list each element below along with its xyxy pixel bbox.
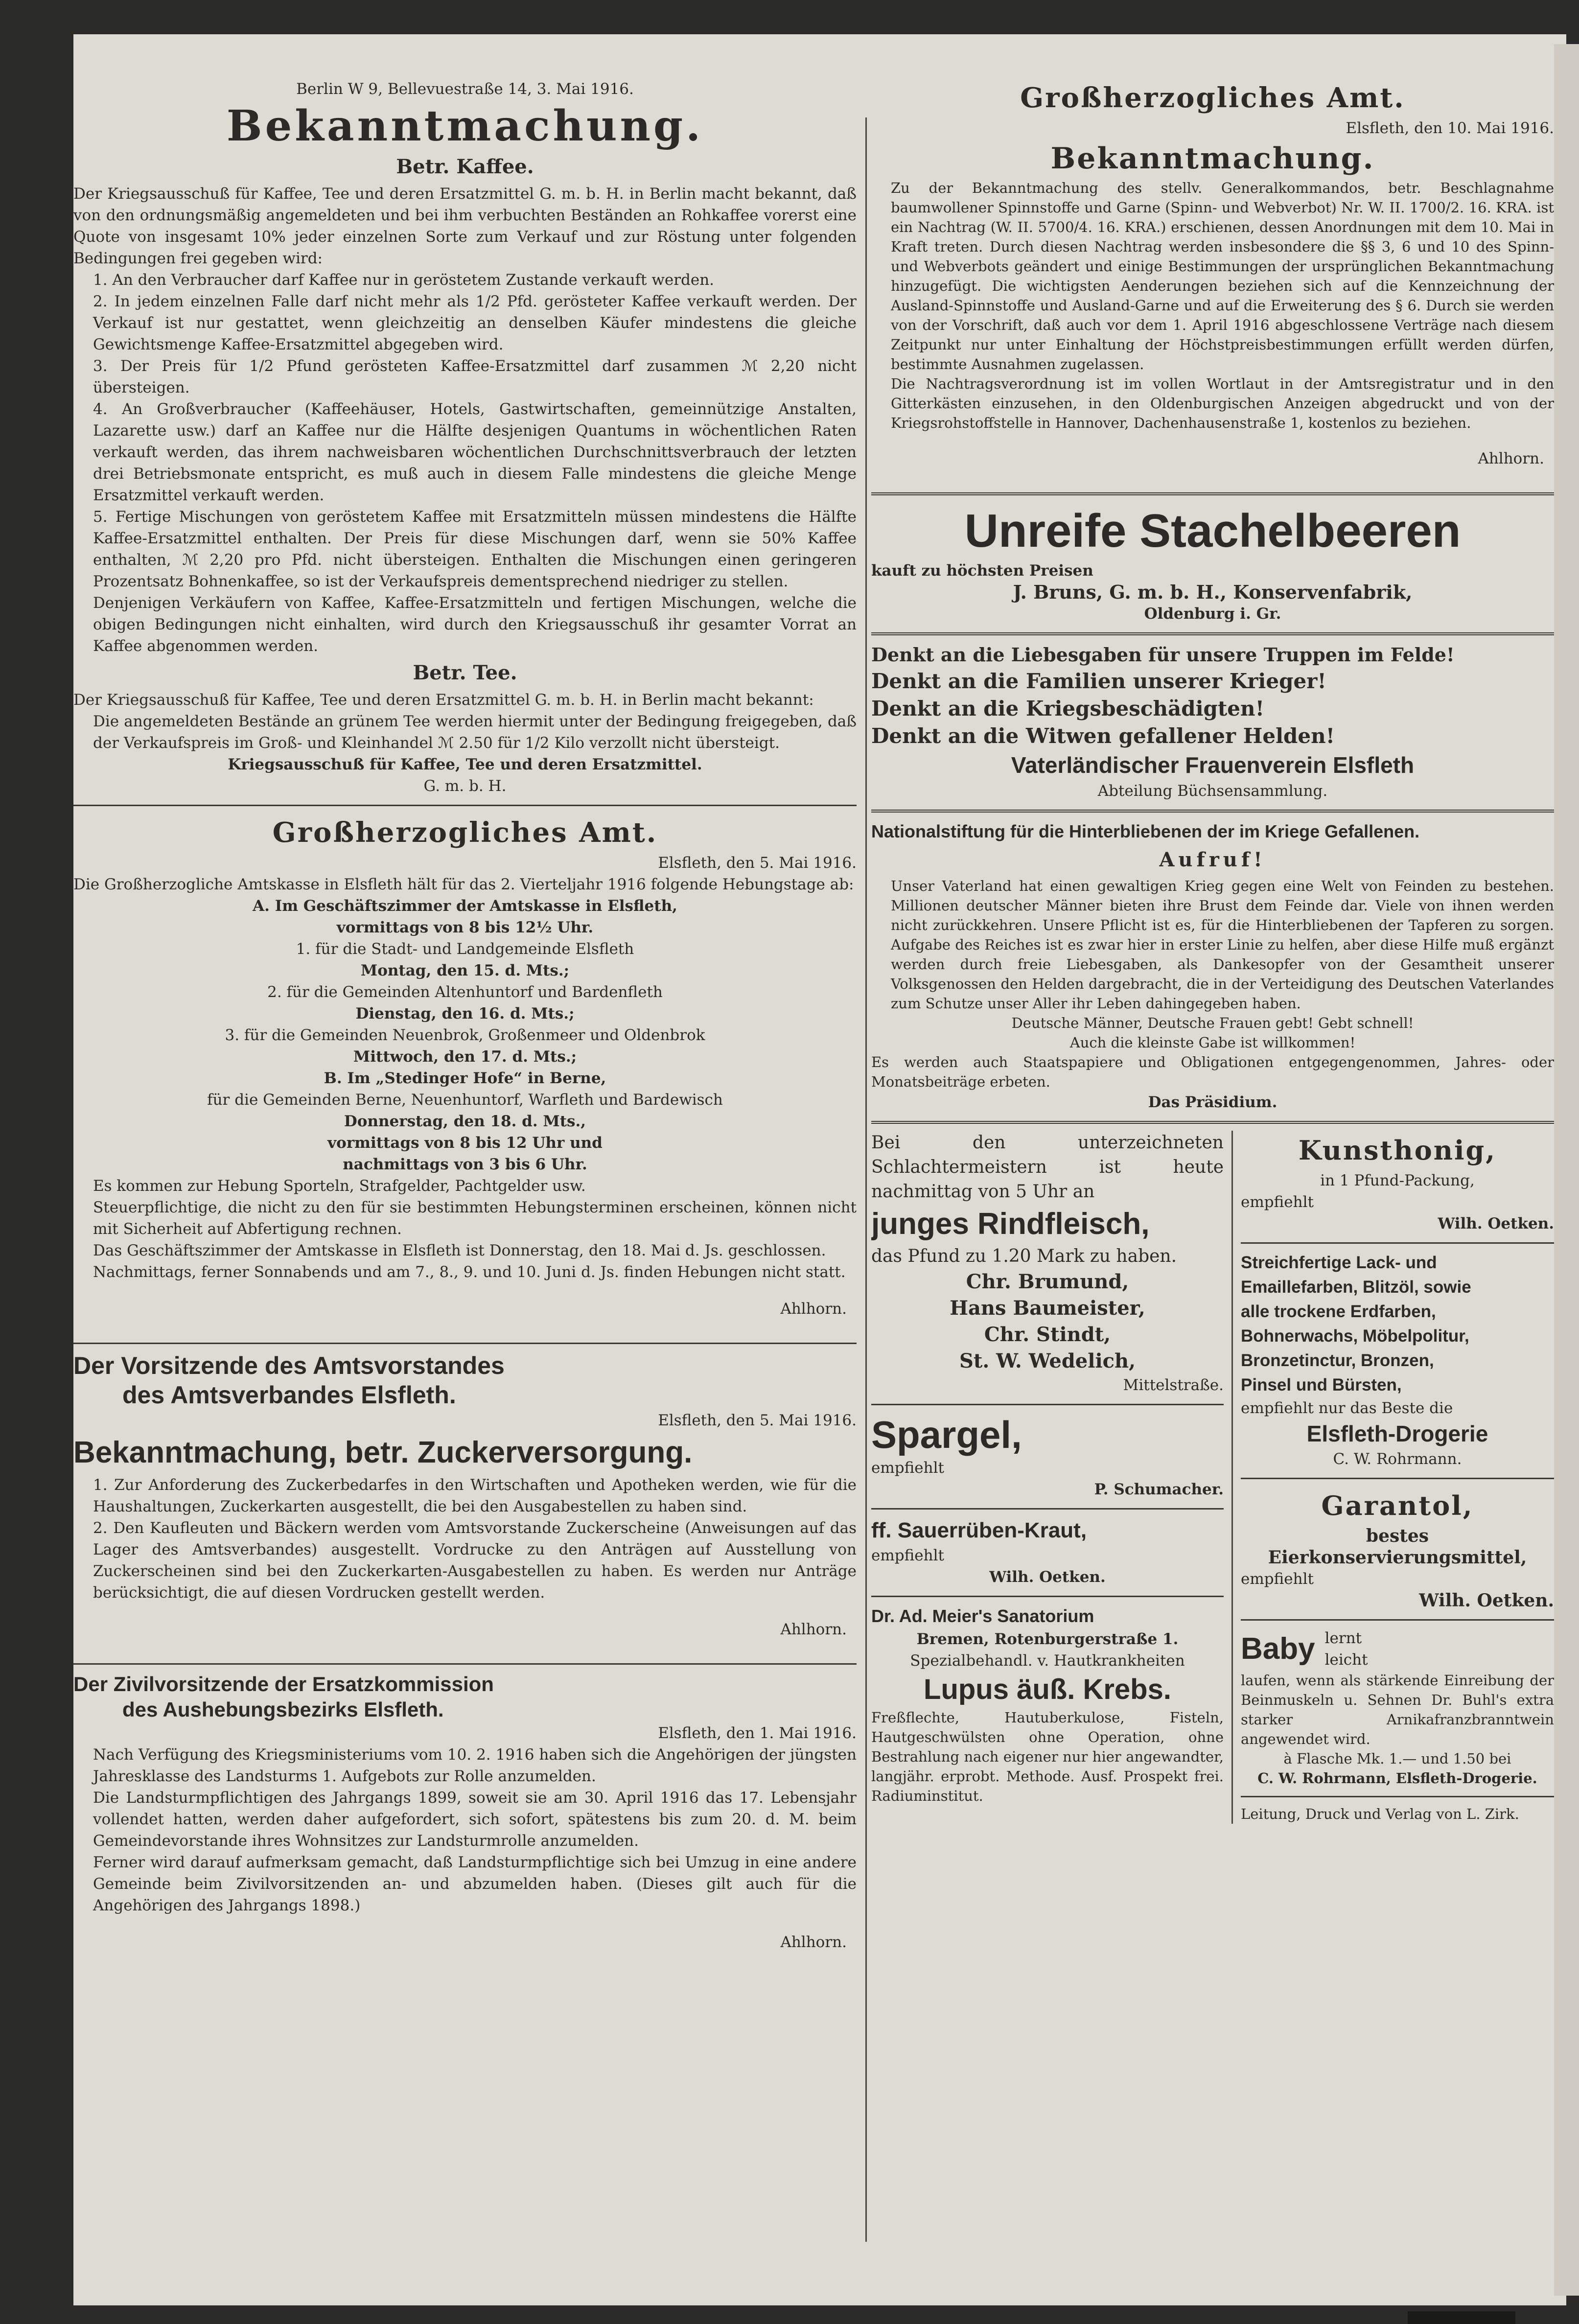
ad-seller: Wilh. Oetken.: [1438, 1215, 1554, 1232]
ad-line: empfiehlt nur das Beste die: [1241, 1399, 1453, 1417]
paragraph: Nach Verfügung des Kriegsministeriums vom 10. 2. 1916 haben sich die Angehörigen der jüngsten Jahresklasse des Landsturms 1. Aufgebots zur Rolle anzumelden.: [93, 1746, 857, 1785]
nationalstiftung-ad: [871, 819, 1554, 1113]
ad-line: empfiehlt: [871, 1459, 944, 1477]
adjacent-page-edge: [1554, 44, 1579, 2296]
list-item: 1. An den Verbraucher darf Kaffee nur in geröstetem Zustande verkauft werden.: [93, 271, 715, 289]
ad-line: empfiehlt: [1241, 1193, 1314, 1211]
amtskasse-notice: [73, 813, 857, 1335]
butcher-name: Hans Baumeister,: [950, 1297, 1145, 1320]
divider: [871, 492, 1554, 495]
subtitle: Betr. Tee.: [413, 661, 517, 684]
ad-price: das Pfund zu 1.20 Mark zu haben.: [871, 1246, 1177, 1266]
kaffee-notice: [73, 78, 857, 797]
ad-line: empfiehlt: [1241, 1570, 1314, 1588]
list-item: 1. für die Stadt- und Landgemeinde Elsfleth: [296, 940, 634, 958]
divider: [871, 632, 1554, 635]
ad-line: lernt: [1324, 1629, 1362, 1647]
divider: [871, 1596, 1224, 1597]
appeal-line: Denkt an die Witwen gefallener Helden!: [871, 724, 1335, 748]
list-item: 2. für die Gemeinden Altenhuntorf und Bardenfleth: [267, 983, 663, 1001]
list-item: 3. Der Preis für 1/2 Pfund gerösteten Kaffee-Ersatzmittel darf zusammen ℳ 2,20 nicht übersteigen.: [93, 357, 857, 396]
landsturm-notice: [73, 1672, 857, 1968]
divider: [871, 1404, 1224, 1405]
drogerie-ad: [1241, 1251, 1554, 1470]
signature: Ahlhorn.: [1478, 450, 1544, 467]
ad-line: Bei den unterzeichneten Schlachtermeistern ist heute nachmittag von 5 Uhr an: [871, 1133, 1224, 1202]
signature: G. m. b. H.: [423, 777, 507, 795]
ad-seller: C. W. Rohrmann, Elsfleth-Drogerie.: [1257, 1770, 1537, 1787]
frauenverein-ad: [871, 642, 1554, 802]
notice-title: Großherzogliches Amt.: [272, 816, 658, 849]
divider: [871, 1121, 1554, 1124]
list-date: vormittags von 8 bis 12 Uhr und: [327, 1134, 603, 1152]
list-date: Dienstag, den 16. d. Mts.;: [355, 1005, 575, 1023]
dateline: Elsfleth, den 10. Mai 1916.: [1346, 119, 1554, 137]
paragraph: Das Geschäftszimmer der Amtskasse in Elsfleth ist Donnerstag, den 18. Mai d. Js. geschlossen.: [93, 1242, 826, 1259]
ad-title: Nationalstiftung für die Hinterbliebenen der im Kriege Gefallenen.: [871, 821, 1420, 841]
paragraph: Der Kriegsausschuß für Kaffee, Tee und deren Ersatzmittel G. m. b. H. in Berlin macht bekannt, daß von den ordnungsmäßig angemeldeten und bei ihm verbuchten Beständen an Rohkaffee vorerst eine Quote von insgesamt 10% jeder einzelnen Sorte zum Verkauf und zur Röstung unter folgenden Bedingungen frei gegeben wird:: [73, 185, 857, 267]
ad-line: Spezialbehandl. v. Hautkrankheiten: [910, 1652, 1185, 1670]
list-item: 5. Fertige Mischungen von geröstetem Kaffee mit Ersatzmitteln müssen mindestens die Hälfte Kaffee-Ersatzmittel enthalten. Der Preis für diese Mischungen darf, wenn sie 50% Kaffee enthalten, ℳ 2,20 pro Pfd. nicht übersteigen. Enthalten die Mischungen einen geringeren Prozentsatz Bohnenkaffee, so ist der Verkaufspreis dementsprechend niedriger zu stellen.: [93, 508, 857, 590]
kunsthonig-ad: [1241, 1131, 1554, 1234]
org-name: Vaterländischer Frauenverein Elsfleth: [1011, 752, 1415, 778]
paragraph: Nachmittags, ferner Sonnabends und am 7., 8., 9. und 10. Juni d. Js. finden Hebungen nicht statt.: [93, 1263, 846, 1281]
divider: [1241, 1619, 1554, 1621]
paragraph: 1. Zur Anforderung des Zuckerbedarfes in den Wirtschaften und Apotheken werden, wie für die Haushaltungen, Zuckerkarten ausgestellt, die bei den Ausgabestellen zu haben sind.: [93, 1476, 857, 1515]
appeal-line: Denkt an die Kriegsbeschädigten!: [871, 697, 1265, 720]
divider: [871, 1508, 1224, 1510]
ad-seller: P. Schumacher.: [1094, 1481, 1224, 1498]
sauerrueben-ad: [871, 1516, 1224, 1588]
paragraph: Die Landsturmpflichtigen des Jahrgangs 1899, soweit sie am 30. April 1916 das 17. Lebensjahr vollendet hatten, werden daher aufgefordert, sich sofort, spätestens bis zum 20. d. M. beim Gemeindevorstande ihres Wohnsitzes zur Landsturmrolle anzumelden.: [93, 1789, 857, 1850]
butcher-street: Mittelstraße.: [1123, 1376, 1224, 1394]
ad-line: Bohnerwachs, Möbelpolitur,: [1241, 1326, 1469, 1346]
list-item: 2. In jedem einzelnen Falle darf nicht mehr als 1/2 Pfd. gerösteter Kaffee verkauft werden. Der Verkauf ist nur gestattet, wenn gleichzeitig an denselben Käufer mindestens die gleiche Gewichtsmenge Kaffee-Ersatzmittel abgegeben wird.: [93, 293, 857, 353]
divider: [73, 805, 857, 806]
ad-line: Bremen, Rotenburgerstraße 1.: [916, 1630, 1179, 1648]
divider: [1241, 1478, 1554, 1479]
ad-owner: C. W. Rohrmann.: [1333, 1450, 1462, 1468]
paragraph: laufen, wenn als stärkende Einreibung der Beinmuskeln u. Sehnen Dr. Buhl's extra starker Arnikafranzbranntwein angewendet wird.: [1241, 1672, 1554, 1747]
ad-line: Streichfertige Lack- und: [1241, 1253, 1437, 1272]
paragraph: Es werden auch Staatspapiere und Obligationen entgegengenommen, Jahres- oder Monatsbeiträge erbeten.: [871, 1054, 1554, 1090]
appeal-line: Denkt an die Liebesgaben für unsere Truppen im Felde!: [871, 644, 1455, 666]
list-date: Montag, den 15. d. Mts.;: [360, 962, 570, 979]
paragraph: Freßflechte, Hautuberkulose, Fisteln, Hautgeschwülsten ohne Operation, ohne Bestrahlung nach eigener nur hier angewandter, langjähr. erprobt. Methode. Ausf. Prospekt frei. Radiuminstitut.: [871, 1709, 1224, 1804]
zucker-notice: [73, 1351, 857, 1655]
baby-header: [1241, 1627, 1554, 1671]
section-head: B. Im „Stedinger Hofe“ in Berne,: [324, 1069, 606, 1087]
ad-city: Oldenburg i. Gr.: [1144, 605, 1281, 623]
ad-seller: Wilh. Oetken.: [1419, 1590, 1554, 1611]
ad-line: leicht: [1324, 1651, 1368, 1669]
ad-title: Garantol,: [1321, 1490, 1474, 1521]
spargel-ad: [871, 1412, 1224, 1500]
signature: Das Präsidium.: [1148, 1093, 1277, 1111]
authority-title: des Amtsverbandes Elsfleth.: [122, 1381, 456, 1409]
list-item: für die Gemeinden Berne, Neuenhuntorf, Warfleth und Bardewisch: [207, 1091, 723, 1109]
authority-title: Der Vorsitzende des Amtsvorstandes: [73, 1352, 505, 1379]
paragraph: Unser Vaterland hat einen gewaltigen Krieg gegen eine Welt von Feinden zu bestehen. Millionen deutscher Männer bieten ihre Brust dem Feinde dar. Viele von ihnen werden nicht zurückkehren. Unsere Pflicht ist es, für die Hinterbliebenen der Tapferen zu sorgen. Aufgabe des Reiches ist es zwar hier in erster Linie zu helfen, aber diese Hilfe muß ergänzt werden durch freie Liebesgaben, als Dankesopfer von der Gesamtheit unserer Volksgenossen den Helden dargebracht, die in der Verteidigung des Deutschen Vaterlandes zum Schutze unser Aller ihr Leben dahingegeben haben.: [891, 878, 1554, 1012]
list-item: 4. An Großverbraucher (Kaffeehäuser, Hotels, Gastwirtschaften, gemeinnützige Anstalten, Lazarette usw.) darf an Kaffee nur die Hälfte desjenigen Quantums in wöchentlichen Raten verkauft werden, das ihrem nachweisbaren wöchentlichen Durchschnittsverbrauch der letzten drei Betriebsmonate entspricht, es muß auch in diesem Falle mindestens die gleiche Menge Ersatzmittel verkauft werden.: [93, 400, 857, 504]
paragraph: Der Kriegsausschuß für Kaffee, Tee und deren Ersatzmittel G. m. b. H. in Berlin macht bekannt:: [73, 691, 814, 709]
paragraph: Auch die kleinste Gabe ist willkommen!: [1069, 1034, 1356, 1051]
column-rule: [865, 117, 867, 2242]
paragraph: Die Großherzogliche Amtskasse in Elsfleth hält für das 2. Vierteljahr 1916 folgende Hebungstage ab:: [73, 876, 854, 893]
ad-price: à Flasche Mk. 1.— und 1.50 bei: [1283, 1750, 1511, 1767]
paragraph: Zu der Bekanntmachung des stellv. Generalkommandos, betr. Beschlagnahme baumwollener Spinnstoffe und Garne (Spinn- und Webverbot) Nr. W. II. 1700/2. 16. KRA. ist ein Nachtrag (W. II. 5700/4. 16. KRA.) erschienen, dessen Anordnungen mit dem 10. Mai in Kraft treten. Durch diesen Nachtrag werden insbesondere die §§ 3, 6 und 10 des Spinn- und Webverbots geändert und einige Bestimmungen der ursprünglichen Bekanntmachung hinzugefügt. Die wichtigsten Aenderungen beziehen sich auf die Kennzeichnung der Ausland-Spinnstoffe und Ausland-Garne und auf die Erweiterung des § 6. Durch sie werden von der Vorschrift, daß auch vor dem 1. April 1916 abgeschlossene Verträge nach diesem Zeitpunkt nur unter Einhaltung der Höchstpreisbestimmungen erfüllt werden dürfen, bestimmte Ausnahmen zugelassen.: [891, 180, 1554, 372]
ad-title: Baby: [1241, 1632, 1315, 1666]
butcher-name: St. W. Wedelich,: [959, 1349, 1136, 1372]
garantol-ad: [1241, 1486, 1554, 1611]
notice-title: Großherzogliches Amt.: [1020, 82, 1405, 114]
list-date: Donnerstag, den 18. d. Mts.,: [344, 1113, 586, 1130]
spinnstoff-notice: [871, 78, 1554, 485]
paragraph: Denjenigen Verkäufern von Kaffee, Kaffee-Ersatzmitteln und fertigen Mischungen, welche die obigen Bedingungen nicht einhalten, wird durch den Kriegsausschuß ihr gesamter Vorrat an Kaffee abgenommen werden.: [93, 594, 857, 655]
ad-title: Kunsthonig,: [1298, 1135, 1497, 1166]
ad-line: bestes Eierkonservierungsmittel,: [1268, 1526, 1527, 1568]
subtitle: Betr. Kaffee.: [396, 155, 534, 178]
divider: [871, 810, 1554, 813]
list-date: nachmittags von 3 bis 6 Uhr.: [343, 1156, 587, 1173]
dateline: Elsfleth, den 5. Mai 1916.: [658, 1412, 857, 1429]
ad-seller: Elsfleth-Drogerie: [1306, 1421, 1488, 1446]
ads-right: [1233, 1131, 1554, 1824]
ad-title: ff. Sauerrüben-Kraut,: [871, 1518, 1087, 1542]
notice-headline: Bekanntmachung, betr. Zuckerversorgung.: [73, 1436, 693, 1469]
right-column: [871, 78, 1554, 2266]
authority-title: Der Zivilvorsitzende der Ersatzkommission: [73, 1673, 494, 1696]
ad-line: empfiehlt: [871, 1547, 944, 1564]
divider: [1241, 1796, 1554, 1797]
paragraph: Die angemeldeten Bestände an grünem Tee werden hiermit unter der Bedingung freigegeben, daß der Verkaufspreis im Groß- und Kleinhandel ℳ 2.50 für 1/2 Kilo verzollt nicht übersteigt.: [93, 713, 857, 752]
signature: Ahlhorn.: [780, 1621, 847, 1638]
dateline: Elsfleth, den 5. Mai 1916.: [658, 854, 857, 872]
sanatorium-ad: [871, 1604, 1224, 1806]
paragraph: 2. Den Kaufleuten und Bäckern werden vom Amtsvorstande Zuckerscheine (Anweisungen auf das Lager des Amtsverbandes) ausgestellt. Vordrucke zu den Anträgen auf Ausstellung von Zuckerscheinen sind bei den Zuckerkarten-Ausgabestellen zu haben. Es werden nur Anträge berücksichtigt, die auf diesen Vordrucken gestellt werden.: [93, 1519, 857, 1602]
appeal-line: Denkt an die Familien unserer Krieger!: [871, 669, 1326, 693]
butcher-name: Chr. Brumund,: [966, 1270, 1129, 1293]
paragraph: Ferner wird darauf aufmerksam gemacht, daß Landsturmpflichtige sich bei Umzug in eine andere Gemeinde beim Zivilvorsitzenden an- und abzumelden haben. (Dieses gilt auch für die Angehörigen des Jahrgangs 1898.): [93, 1854, 857, 1914]
paragraph: Steuerpflichtige, die nicht zu den für sie bestimmten Hebungsterminen erscheinen, können nicht mit Sicherheit auf Abfertigung rechnen.: [93, 1199, 857, 1238]
list-item: 3. für die Gemeinden Neuenbrok, Großenmeer und Oldenbrok: [225, 1026, 705, 1044]
section-time: vormittags von 8 bis 12½ Uhr.: [336, 919, 594, 936]
ad-line: kauft zu höchsten Preisen: [871, 562, 1093, 580]
aufruf-heading: Aufruf!: [1159, 848, 1266, 871]
ad-line: Pinsel und Bürsten,: [1241, 1375, 1402, 1394]
authority-title: des Aushebungsbezirks Elsfleth.: [122, 1698, 444, 1721]
ad-line: alle trockene Erdfarben,: [1241, 1302, 1436, 1321]
notice-title: Bekanntmachung.: [226, 101, 704, 151]
ad-title: junges Rindfleisch,: [871, 1207, 1150, 1241]
org-dept: Abteilung Büchsensammlung.: [1097, 782, 1328, 800]
ad-title: Unreife Stachelbeeren: [964, 505, 1461, 557]
left-column: [73, 78, 857, 2266]
butcher-name: Chr. Stindt,: [984, 1323, 1111, 1346]
scan-tape: [1408, 2311, 1515, 2324]
dateline: Berlin W 9, Bellevuestraße 14, 3. Mai 1916.: [296, 80, 634, 98]
signature: Ahlhorn.: [780, 1300, 847, 1318]
list-date: Mittwoch, den 17. d. Mts.;: [353, 1048, 577, 1066]
paragraph: Deutsche Männer, Deutsche Frauen gebt! Gebt schnell!: [1011, 1015, 1414, 1031]
dateline: Elsfleth, den 1. Mai 1916.: [658, 1724, 857, 1742]
baby-side: [1325, 1627, 1368, 1671]
ads-left: [871, 1131, 1233, 1824]
divider: [73, 1663, 857, 1665]
ad-big: Lupus äuß. Krebs.: [924, 1673, 1171, 1705]
notice-headline: Bekanntmachung.: [1050, 141, 1375, 176]
divider: [73, 1343, 857, 1344]
ad-title: Dr. Ad. Meier's Sanatorium: [871, 1606, 1094, 1626]
ads-grid: [871, 1131, 1554, 1824]
imprint: Leitung, Druck und Verlag von L. Zirk.: [1241, 1806, 1519, 1822]
section-head: A. Im Geschäftszimmer der Amtskasse in Elsfleth,: [253, 897, 677, 915]
ad-title: Spargel,: [871, 1413, 1022, 1456]
ad-line: in 1 Pfund-Packung,: [1320, 1172, 1475, 1189]
ad-line: Bronzetinctur, Bronzen,: [1241, 1351, 1434, 1370]
paragraph: Es kommen zur Hebung Sporteln, Strafgelder, Pachtgelder usw.: [93, 1177, 586, 1195]
ad-line: Emaillefarben, Blitzöl, sowie: [1241, 1278, 1471, 1297]
rindfleisch-ad: [871, 1131, 1224, 1396]
signature: Ahlhorn.: [780, 1933, 847, 1951]
ad-firm: J. Bruns, G. m. b. H., Konservenfabrik,: [1013, 581, 1413, 603]
divider: [1241, 1242, 1554, 1244]
signature: Kriegsausschuß für Kaffee, Tee und deren Ersatzmittel.: [228, 756, 702, 773]
baby-ad: [1241, 1627, 1554, 1788]
paragraph: Die Nachtragsverordnung ist im vollen Wortlaut in der Amtsregistratur und in den Gitterkästen einzusehen, in den Oldenburgischen Anzeigen abgedruckt und von der Kriegsrohstoffstelle in Hannover, Dachenhausenstraße 1, kostenlos zu beziehen.: [891, 375, 1554, 431]
ad-seller: Wilh. Oetken.: [989, 1568, 1106, 1586]
stachelbeeren-ad: [871, 502, 1554, 625]
